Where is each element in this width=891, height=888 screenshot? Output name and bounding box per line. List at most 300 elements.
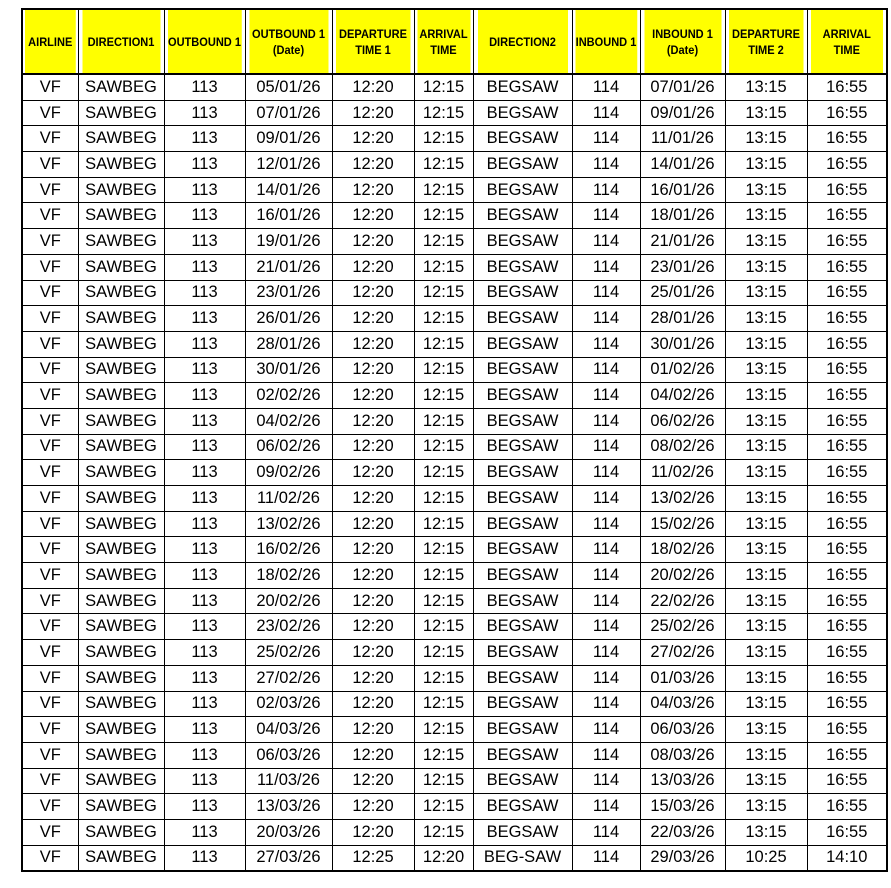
- table-cell: 113: [164, 691, 245, 717]
- table-cell: SAWBEG: [78, 152, 164, 178]
- table-cell: 09/01/26: [640, 100, 725, 126]
- table-row: [22, 331, 887, 357]
- table-cell: 21/01/26: [640, 229, 725, 255]
- table-cell: 30/01/26: [640, 331, 725, 357]
- table-row: [22, 665, 887, 691]
- table-cell: SAWBEG: [78, 486, 164, 512]
- table-cell: 26/01/26: [245, 306, 332, 332]
- table-cell: 12:20: [332, 74, 414, 100]
- table-cell: 113: [164, 768, 245, 794]
- table-cell: VF: [22, 331, 78, 357]
- table-row: [22, 537, 887, 563]
- table-cell: 22/03/26: [640, 819, 725, 845]
- table-cell: 12:20: [332, 563, 414, 589]
- table-cell: 114: [572, 665, 640, 691]
- column-header: DIRECTION2: [477, 9, 568, 74]
- table-cell: 12:20: [332, 357, 414, 383]
- table-row: [22, 768, 887, 794]
- table-cell: 113: [164, 434, 245, 460]
- table-cell: BEGSAW: [473, 486, 572, 512]
- table-cell: 12:20: [332, 588, 414, 614]
- table-row: [22, 152, 887, 178]
- table-cell: 16:55: [807, 511, 887, 537]
- table-cell: 12:20: [332, 331, 414, 357]
- table-cell: BEGSAW: [473, 100, 572, 126]
- table-cell: 20/03/26: [245, 819, 332, 845]
- table-cell: 16:55: [807, 126, 887, 152]
- table-cell: VF: [22, 203, 78, 229]
- table-cell: SAWBEG: [78, 203, 164, 229]
- table-cell: 13:15: [725, 177, 807, 203]
- table-cell: 113: [164, 203, 245, 229]
- table-cell: 12:15: [414, 768, 473, 794]
- table-cell: 16/01/26: [245, 203, 332, 229]
- column-header: ARRIVAL TIME: [810, 9, 884, 74]
- table-cell: 19/01/26: [245, 229, 332, 255]
- table-cell: 13:15: [725, 819, 807, 845]
- column-header: INBOUND 1: [575, 9, 638, 74]
- table-cell: 08/02/26: [640, 434, 725, 460]
- column-header: OUTBOUND 1 (Date): [248, 9, 328, 74]
- table-cell: 04/02/26: [640, 383, 725, 409]
- table-cell: SAWBEG: [78, 691, 164, 717]
- table-cell: SAWBEG: [78, 742, 164, 768]
- table-cell: SAWBEG: [78, 614, 164, 640]
- table-cell: 29/03/26: [640, 845, 725, 871]
- table-cell: 09/02/26: [245, 460, 332, 486]
- table-cell: 06/03/26: [245, 742, 332, 768]
- table-cell: 11/02/26: [640, 460, 725, 486]
- table-cell: 114: [572, 588, 640, 614]
- table-cell: BEGSAW: [473, 434, 572, 460]
- table-row: [22, 229, 887, 255]
- table-cell: 16:55: [807, 357, 887, 383]
- table-row: [22, 640, 887, 666]
- table-row: [22, 486, 887, 512]
- table-cell: 16:55: [807, 152, 887, 178]
- table-cell: 113: [164, 845, 245, 871]
- table-cell: SAWBEG: [78, 280, 164, 306]
- table-cell: 11/01/26: [640, 126, 725, 152]
- table-row: [22, 177, 887, 203]
- table-cell: 16:55: [807, 177, 887, 203]
- table-cell: 01/02/26: [640, 357, 725, 383]
- table-cell: 12:20: [332, 819, 414, 845]
- table-cell: 12:15: [414, 486, 473, 512]
- table-cell: 12:20: [332, 665, 414, 691]
- table-cell: 16:55: [807, 74, 887, 100]
- table-cell: 113: [164, 486, 245, 512]
- table-cell: 13:15: [725, 537, 807, 563]
- table-cell: 12:20: [332, 152, 414, 178]
- table-cell: 13/03/26: [245, 794, 332, 820]
- table-row: [22, 100, 887, 126]
- table-cell: VF: [22, 152, 78, 178]
- table-cell: 04/03/26: [245, 717, 332, 743]
- table-cell: VF: [22, 177, 78, 203]
- table-cell: 12:20: [332, 794, 414, 820]
- table-cell: 16:55: [807, 229, 887, 255]
- table-cell: 12:20: [332, 614, 414, 640]
- table-cell: BEGSAW: [473, 126, 572, 152]
- table-cell: VF: [22, 254, 78, 280]
- table-cell: SAWBEG: [78, 177, 164, 203]
- table-cell: 13/03/26: [640, 768, 725, 794]
- column-header: AIRLINE: [24, 9, 76, 74]
- table-cell: BEGSAW: [473, 203, 572, 229]
- table-cell: BEGSAW: [473, 280, 572, 306]
- table-cell: 113: [164, 408, 245, 434]
- table-cell: 10:25: [725, 845, 807, 871]
- table-cell: 13:15: [725, 563, 807, 589]
- table-cell: 114: [572, 331, 640, 357]
- table-cell: 113: [164, 383, 245, 409]
- table-cell: BEGSAW: [473, 254, 572, 280]
- table-row: [22, 511, 887, 537]
- table-cell: BEGSAW: [473, 177, 572, 203]
- table-row: [22, 306, 887, 332]
- table-cell: 13:15: [725, 665, 807, 691]
- table-cell: 12:20: [332, 280, 414, 306]
- table-cell: 113: [164, 460, 245, 486]
- table-cell: BEGSAW: [473, 511, 572, 537]
- table-cell: 27/02/26: [640, 640, 725, 666]
- table-cell: BEGSAW: [473, 614, 572, 640]
- table-cell: 09/01/26: [245, 126, 332, 152]
- table-cell: 12:15: [414, 717, 473, 743]
- table-cell: 16:55: [807, 717, 887, 743]
- table-cell: BEGSAW: [473, 306, 572, 332]
- table-cell: 12:15: [414, 177, 473, 203]
- table-cell: BEGSAW: [473, 819, 572, 845]
- column-header: DEPARTURE TIME 1: [335, 9, 410, 74]
- table-cell: BEGSAW: [473, 665, 572, 691]
- table-cell: 07/01/26: [640, 74, 725, 100]
- table-cell: SAWBEG: [78, 717, 164, 743]
- table-cell: 12:20: [332, 742, 414, 768]
- table-cell: 12:15: [414, 563, 473, 589]
- table-cell: 12:20: [332, 768, 414, 794]
- table-cell: 13:15: [725, 640, 807, 666]
- table-cell: SAWBEG: [78, 306, 164, 332]
- table-cell: 25/02/26: [245, 640, 332, 666]
- table-cell: BEGSAW: [473, 794, 572, 820]
- table-cell: SAWBEG: [78, 511, 164, 537]
- table-cell: 02/02/26: [245, 383, 332, 409]
- table-cell: 114: [572, 357, 640, 383]
- table-cell: 12:15: [414, 331, 473, 357]
- table-cell: 28/01/26: [640, 306, 725, 332]
- table-row: [22, 408, 887, 434]
- table-cell: BEG-SAW: [473, 845, 572, 871]
- table-cell: 12:15: [414, 640, 473, 666]
- table-row: [22, 203, 887, 229]
- table-cell: 05/01/26: [245, 74, 332, 100]
- table-cell: VF: [22, 665, 78, 691]
- table-row: [22, 126, 887, 152]
- table-cell: 13/02/26: [640, 486, 725, 512]
- table-cell: 12:15: [414, 511, 473, 537]
- table-cell: SAWBEG: [78, 460, 164, 486]
- table-cell: 21/01/26: [245, 254, 332, 280]
- table-cell: 113: [164, 717, 245, 743]
- table-cell: 13:15: [725, 126, 807, 152]
- table-cell: 20/02/26: [640, 563, 725, 589]
- table-cell: SAWBEG: [78, 819, 164, 845]
- table-cell: BEGSAW: [473, 563, 572, 589]
- table-row: [22, 74, 887, 100]
- table-cell: 12:15: [414, 126, 473, 152]
- table-cell: 16:55: [807, 768, 887, 794]
- table-cell: 13:15: [725, 357, 807, 383]
- table-cell: 16/01/26: [640, 177, 725, 203]
- table-cell: 114: [572, 717, 640, 743]
- table-cell: 06/02/26: [640, 408, 725, 434]
- table-cell: 12:20: [332, 460, 414, 486]
- table-cell: 13:15: [725, 229, 807, 255]
- table-cell: 06/02/26: [245, 434, 332, 460]
- table-cell: 113: [164, 614, 245, 640]
- table-cell: 114: [572, 563, 640, 589]
- table-cell: 27/03/26: [245, 845, 332, 871]
- table-cell: 113: [164, 177, 245, 203]
- table-cell: VF: [22, 768, 78, 794]
- table-cell: 18/02/26: [640, 537, 725, 563]
- table-cell: 16:55: [807, 794, 887, 820]
- table-row: [22, 588, 887, 614]
- table-cell: 114: [572, 460, 640, 486]
- table-cell: 16/02/26: [245, 537, 332, 563]
- table-cell: 12:15: [414, 408, 473, 434]
- table-cell: 02/03/26: [245, 691, 332, 717]
- table-cell: 12:20: [332, 306, 414, 332]
- table-cell: VF: [22, 434, 78, 460]
- table-cell: 12:20: [332, 511, 414, 537]
- table-cell: 114: [572, 152, 640, 178]
- table-cell: VF: [22, 100, 78, 126]
- table-cell: SAWBEG: [78, 845, 164, 871]
- table-cell: 12:20: [332, 229, 414, 255]
- table-cell: 114: [572, 383, 640, 409]
- table-cell: 114: [572, 640, 640, 666]
- table-cell: 114: [572, 511, 640, 537]
- table-cell: BEGSAW: [473, 717, 572, 743]
- table-cell: 12:15: [414, 383, 473, 409]
- table-cell: 12:15: [414, 152, 473, 178]
- table-cell: VF: [22, 383, 78, 409]
- table-cell: 13:15: [725, 254, 807, 280]
- table-row: [22, 717, 887, 743]
- table-cell: 13:15: [725, 331, 807, 357]
- table-cell: VF: [22, 691, 78, 717]
- table-cell: SAWBEG: [78, 229, 164, 255]
- table-cell: 114: [572, 74, 640, 100]
- table-cell: 16:55: [807, 306, 887, 332]
- flight-schedule-table: [21, 8, 888, 872]
- table-cell: 12:20: [332, 100, 414, 126]
- table-row: [22, 819, 887, 845]
- table-cell: 11/03/26: [245, 768, 332, 794]
- table-cell: VF: [22, 742, 78, 768]
- table-cell: 12:15: [414, 229, 473, 255]
- table-cell: BEGSAW: [473, 152, 572, 178]
- table-cell: VF: [22, 229, 78, 255]
- table-cell: BEGSAW: [473, 460, 572, 486]
- table-cell: 113: [164, 742, 245, 768]
- column-header: OUTBOUND 1: [167, 9, 242, 74]
- table-cell: 113: [164, 357, 245, 383]
- table-cell: 14/01/26: [245, 177, 332, 203]
- table-cell: 114: [572, 486, 640, 512]
- table-row: [22, 460, 887, 486]
- table-cell: SAWBEG: [78, 588, 164, 614]
- table-cell: VF: [22, 588, 78, 614]
- table-cell: BEGSAW: [473, 691, 572, 717]
- table-row: [22, 280, 887, 306]
- table-cell: 16:55: [807, 460, 887, 486]
- table-cell: BEGSAW: [473, 357, 572, 383]
- table-cell: 16:55: [807, 537, 887, 563]
- column-header: DEPARTURE TIME 2: [728, 9, 803, 74]
- table-cell: SAWBEG: [78, 563, 164, 589]
- table-cell: 16:55: [807, 408, 887, 434]
- table-cell: BEGSAW: [473, 742, 572, 768]
- table-cell: VF: [22, 511, 78, 537]
- table-cell: 07/01/26: [245, 100, 332, 126]
- table-cell: 13:15: [725, 408, 807, 434]
- table-body: [22, 74, 887, 871]
- table-cell: 114: [572, 845, 640, 871]
- table-cell: SAWBEG: [78, 665, 164, 691]
- table-cell: 114: [572, 280, 640, 306]
- table-cell: 113: [164, 563, 245, 589]
- table-cell: VF: [22, 126, 78, 152]
- table-cell: SAWBEG: [78, 794, 164, 820]
- table-cell: 16:55: [807, 254, 887, 280]
- table-cell: VF: [22, 563, 78, 589]
- table-cell: SAWBEG: [78, 126, 164, 152]
- table-cell: 114: [572, 819, 640, 845]
- table-cell: 113: [164, 74, 245, 100]
- table-row: [22, 383, 887, 409]
- table-cell: 12:15: [414, 819, 473, 845]
- table-cell: SAWBEG: [78, 537, 164, 563]
- table-row: [22, 434, 887, 460]
- table-header: [22, 9, 887, 74]
- table-cell: 113: [164, 511, 245, 537]
- table-cell: 12:15: [414, 306, 473, 332]
- table-cell: 14:10: [807, 845, 887, 871]
- table-cell: 113: [164, 331, 245, 357]
- table-cell: VF: [22, 640, 78, 666]
- table-cell: SAWBEG: [78, 434, 164, 460]
- table-cell: 113: [164, 254, 245, 280]
- table-cell: VF: [22, 306, 78, 332]
- table-cell: 114: [572, 254, 640, 280]
- table-cell: 23/01/26: [640, 254, 725, 280]
- table-cell: 16:55: [807, 486, 887, 512]
- table-cell: 114: [572, 537, 640, 563]
- table-cell: 113: [164, 640, 245, 666]
- table-cell: 114: [572, 203, 640, 229]
- table-cell: 13:15: [725, 717, 807, 743]
- table-cell: 113: [164, 537, 245, 563]
- table-cell: VF: [22, 408, 78, 434]
- table-row: [22, 845, 887, 871]
- table-cell: 114: [572, 434, 640, 460]
- table-cell: 12:15: [414, 254, 473, 280]
- table-cell: 15/02/26: [640, 511, 725, 537]
- table-cell: 113: [164, 152, 245, 178]
- table-cell: 113: [164, 794, 245, 820]
- table-cell: BEGSAW: [473, 588, 572, 614]
- table-cell: 08/03/26: [640, 742, 725, 768]
- table-row: [22, 614, 887, 640]
- column-header: INBOUND 1 (Date): [643, 9, 721, 74]
- table-cell: 12:15: [414, 588, 473, 614]
- table-cell: 16:55: [807, 819, 887, 845]
- header-row: [22, 9, 887, 74]
- table-cell: 12/01/26: [245, 152, 332, 178]
- table-cell: VF: [22, 717, 78, 743]
- table-cell: 114: [572, 100, 640, 126]
- table-cell: VF: [22, 845, 78, 871]
- table-cell: 13:15: [725, 152, 807, 178]
- table-cell: SAWBEG: [78, 254, 164, 280]
- table-cell: 12:15: [414, 100, 473, 126]
- table-cell: 12:15: [414, 434, 473, 460]
- table-cell: 13:15: [725, 794, 807, 820]
- table-cell: 12:15: [414, 691, 473, 717]
- table-cell: 13:15: [725, 280, 807, 306]
- table-cell: 12:20: [332, 177, 414, 203]
- table-cell: 114: [572, 408, 640, 434]
- table-cell: 13:15: [725, 768, 807, 794]
- table-cell: 12:20: [332, 537, 414, 563]
- table-cell: 13:15: [725, 434, 807, 460]
- table-cell: VF: [22, 794, 78, 820]
- table-cell: 12:15: [414, 614, 473, 640]
- table-row: [22, 742, 887, 768]
- table-cell: 113: [164, 100, 245, 126]
- table-cell: 25/02/26: [640, 614, 725, 640]
- table-cell: 06/03/26: [640, 717, 725, 743]
- table-row: [22, 794, 887, 820]
- table-cell: 12:20: [332, 383, 414, 409]
- table-cell: VF: [22, 486, 78, 512]
- table-cell: VF: [22, 614, 78, 640]
- table-cell: 113: [164, 229, 245, 255]
- table-cell: 13:15: [725, 383, 807, 409]
- table-cell: 113: [164, 280, 245, 306]
- table-cell: SAWBEG: [78, 768, 164, 794]
- table-cell: 12:20: [332, 126, 414, 152]
- table-cell: BEGSAW: [473, 229, 572, 255]
- table-cell: 13:15: [725, 74, 807, 100]
- table-cell: 28/01/26: [245, 331, 332, 357]
- table-cell: SAWBEG: [78, 408, 164, 434]
- table-cell: BEGSAW: [473, 383, 572, 409]
- table-cell: 13:15: [725, 742, 807, 768]
- table-cell: 113: [164, 306, 245, 332]
- table-cell: 114: [572, 306, 640, 332]
- table-cell: 23/02/26: [245, 614, 332, 640]
- table-cell: 13:15: [725, 460, 807, 486]
- table-cell: 12:15: [414, 74, 473, 100]
- table-cell: 114: [572, 177, 640, 203]
- table-cell: 113: [164, 588, 245, 614]
- table-cell: 23/01/26: [245, 280, 332, 306]
